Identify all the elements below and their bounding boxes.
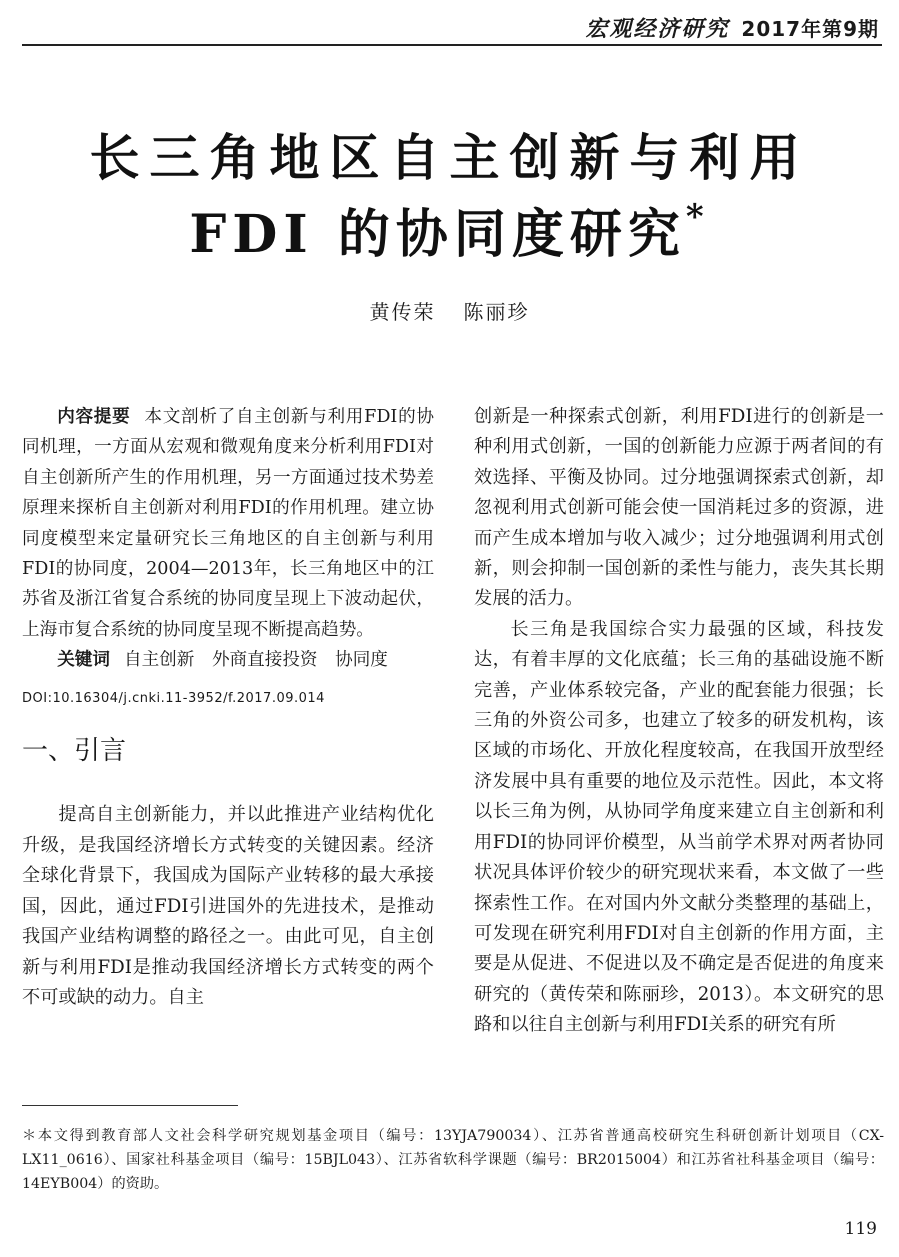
author-name: 黄传荣 [369,300,436,324]
keywords-label: 关键词 [57,650,110,671]
footnote-rule [22,1105,238,1106]
body-paragraph: 提高自主创新能力，并以此推进产业结构优化升级，是我国经济增长方式转变的关键因素。经济全球化背景下，我国成为国际产业转移的最大承接国，因此，通过FDI引进国外的先进技术，是推动我国产业结构调整的路径之一。由此可见，自主创新与利用FDI是推动我国经济增长方式转变的两个不可或缺的动力。自主 [22,804,434,1008]
article-title-line2 [0,192,899,267]
article-title-line1: 长三角地区自主创新与利用 [89,128,810,187]
left-column [22,402,434,1013]
abstract-paragraph [22,402,434,645]
abstract-text: 本文剖析了自主创新与利用FDI的协同机理，一方面从宏观和微观角度来分析利用FDI对自主创新所产生的作用机理，另一方面通过技术势差原理来探析自主创新对利用FDI的作用机理。建立协同度模型来定量研究长三角地区的自主创新与利用FDI的协同度，2004—2013年，长三角地区中的江苏省及浙江省复合系统的协同度呈现上下波动起伏，上海市复合系统的协同度呈现不断提高趋势。 [22,407,434,640]
journal-name: 宏观经济研究 [585,16,730,42]
title-footnote-mark: * [685,196,710,237]
keywords-text: 自主创新 外商直接投资 协同度 [123,650,388,671]
author-name: 陈丽珍 [463,300,530,324]
doi: DOI:10.16304/j.cnki.11-3952/f.2017.09.014 [22,690,325,706]
header-rule [22,44,882,46]
author-list [0,296,899,325]
abstract-label: 内容提要 [57,407,131,427]
page-number: 119 [844,1219,877,1239]
keywords-paragraph [22,645,434,675]
right-column [474,402,884,1041]
article-title-line2-text: FDI 的协同度研究 [189,204,686,265]
section-heading: 一、引言 [22,736,127,767]
journal-header [585,12,879,43]
journal-issue: 2017年第9期 [741,17,879,41]
abstract [22,402,434,714]
body-paragraph: 长三角是我国综合实力最强的区域，科技发达，有着丰厚的文化底蕴；长三角的基础设施不断完善，产业体系较完备，产业的配套能力很强；长三角的外资公司多，也建立了较多的研发机构，该区域的市场化、开放化程度较高，在我国开放型经济发展中具有重要的地位及示范性。因此，本文将以长三角为例，从协同学角度来建立自主创新和利用FDI的协同评价模型，从当前学术界对两者协同状况具体评价较少的研究现状来看，本文做了一些探索性工作。在对国内外文献分类整理的基础上，可发现在研究利用FDI对自主创新的作用方面，主要是从促进、不促进以及不确定是否促进的角度来研究的（黄传荣和陈丽珍，2013）。本文研究的思路和以往自主创新与利用FDI关系的研究有所 [474,618,884,1036]
funding-footnote: ＊本文得到教育部人文社会科学研究规划基金项目（编号：13YJA790034）、江苏省普通高校研究生科研创新计划项目（CX-LX11_0616）、国家社科基金项目（编号：15BJL043）、江苏省软科学课题（编号：BR2015004）和江苏省社科基金项目（编号：14EYB004）的资助。 [22,1128,884,1192]
body-paragraph-continued: 创新是一种探索式创新，利用FDI进行的创新是一种利用式创新，一国的创新能力应源于两者间的有效选择、平衡及协同。过分地强调探索式创新，却忽视利用式创新可能会使一国消耗过多的资源，进而产生成本增加与收入减少；过分地强调利用式创新，则会抑制一国创新的柔性与能力，丧失其长期发展的活力。 [474,406,884,610]
